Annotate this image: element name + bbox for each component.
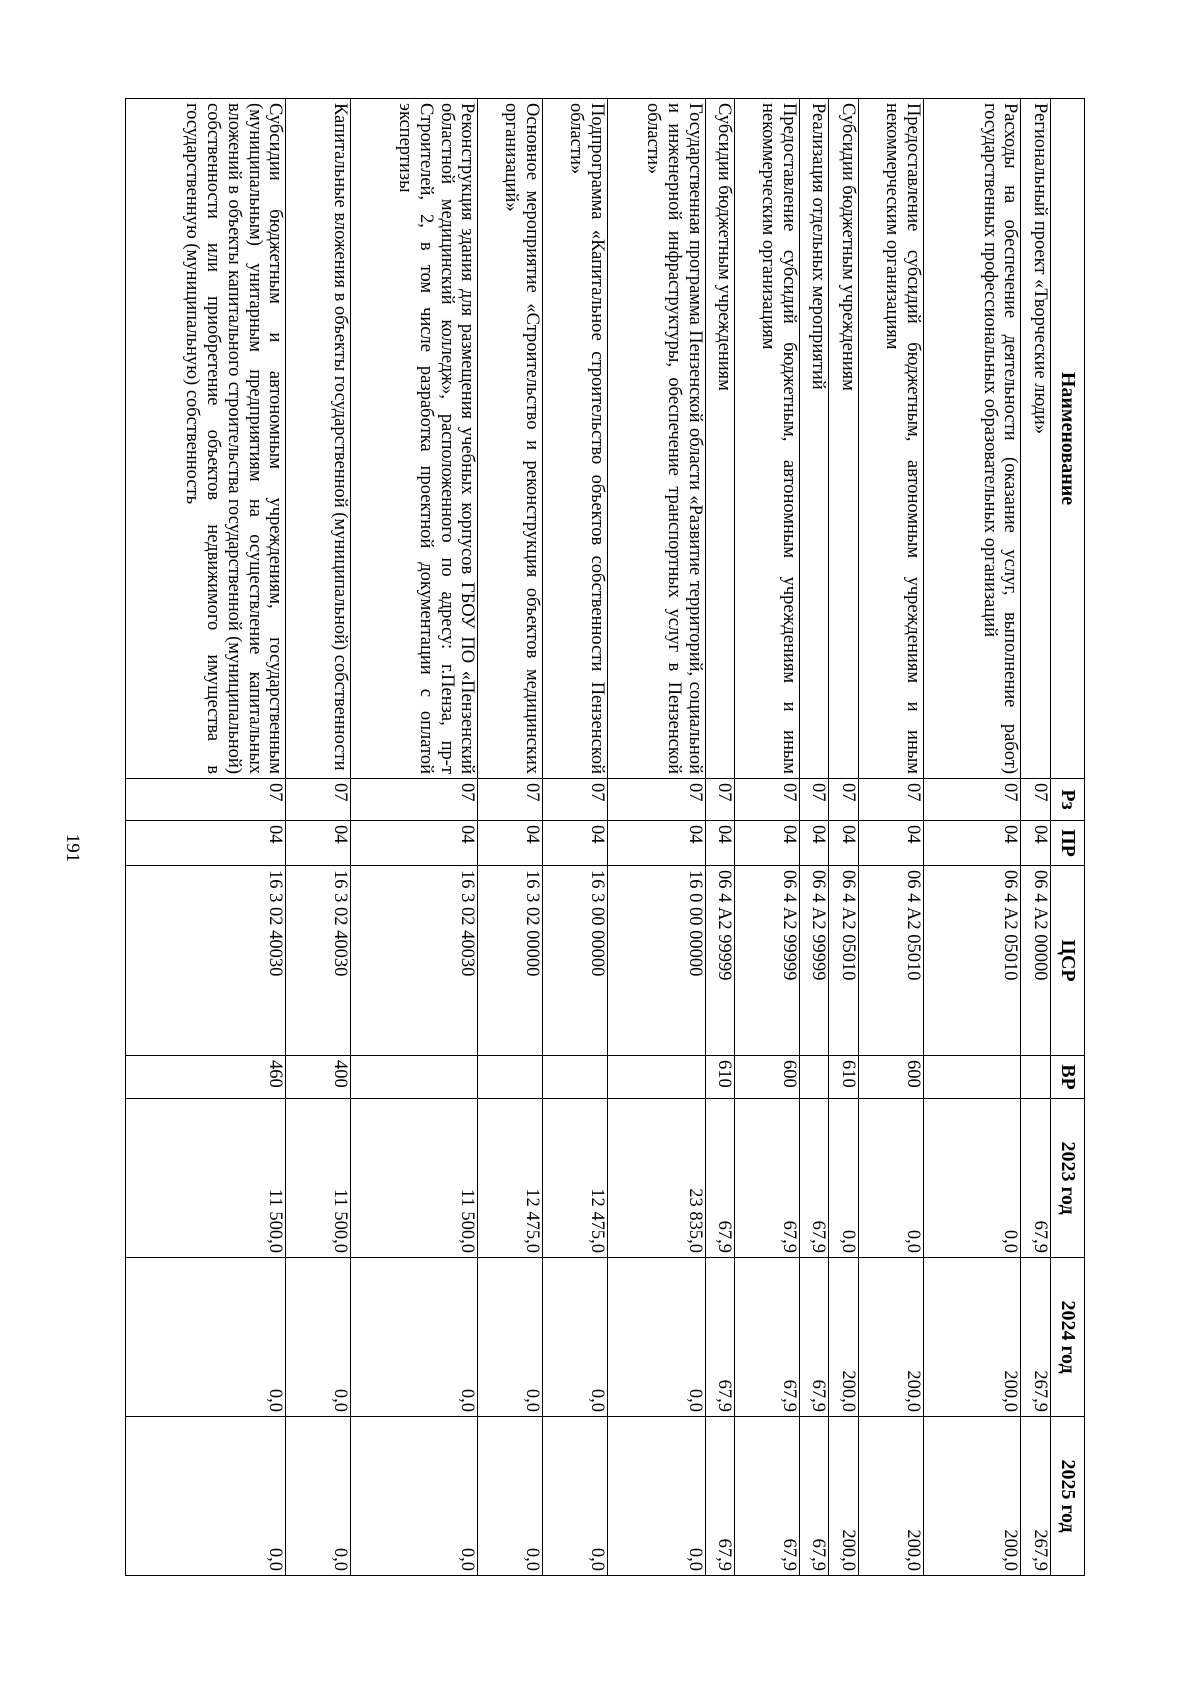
cell-csr: 06 4 А2 99999	[799, 866, 829, 1056]
cell-2025: 200,0	[829, 1417, 859, 1576]
cell-name: Предоставление субсидий бюджетным, автономным учреждениям и иным некоммерческим организациям	[735, 99, 800, 779]
table-row	[829, 99, 859, 1576]
cell-2023: 0,0	[923, 1099, 1021, 1258]
table-row	[478, 99, 543, 1576]
cell-pr: 04	[607, 821, 705, 866]
cell-vr	[478, 1056, 543, 1099]
cell-rz: 07	[351, 779, 478, 821]
cell-2024: 67,9	[705, 1258, 735, 1417]
cell-pr: 04	[858, 821, 923, 866]
cell-pr: 04	[1021, 821, 1051, 866]
cell-2024: 200,0	[923, 1258, 1021, 1417]
cell-name: Реконструкция здания для размещения учебных корпусов ГБОУ ПО «Пензенский областной медицинский колледж», расположенного по адресу: г.Пенза, пр-т Строителей, 2, в том числе разработка проектной документации с оплатой экспертизы	[351, 99, 478, 779]
table-row	[543, 99, 608, 1576]
cell-2025: 0,0	[478, 1417, 543, 1576]
cell-vr	[543, 1056, 608, 1099]
table-row	[705, 99, 735, 1576]
header-pr: ПР	[1051, 821, 1085, 866]
cell-2023: 0,0	[829, 1099, 859, 1258]
table-header-row	[1051, 99, 1085, 1576]
cell-csr: 06 4 А2 00000	[1021, 866, 1051, 1056]
cell-name: Региональный проект «Творческие люди»	[1021, 99, 1051, 779]
cell-vr: 600	[735, 1056, 800, 1099]
cell-2023: 11 500,0	[126, 1099, 286, 1258]
cell-2024: 0,0	[126, 1258, 286, 1417]
cell-csr: 16 3 02 00000	[478, 866, 543, 1056]
header-csr: ЦСР	[1051, 866, 1085, 1056]
header-rz: Рз	[1051, 779, 1085, 821]
header-vr: ВР	[1051, 1056, 1085, 1099]
cell-vr	[607, 1056, 705, 1099]
cell-name: Реализация отдельных мероприятий	[799, 99, 829, 779]
cell-2025: 67,9	[705, 1417, 735, 1576]
cell-2025: 0,0	[126, 1417, 286, 1576]
cell-csr: 16 3 02 40030	[286, 866, 351, 1056]
cell-vr: 600	[858, 1056, 923, 1099]
table-row	[351, 99, 478, 1576]
cell-name: Субсидии бюджетным учреждениям	[705, 99, 735, 779]
cell-2024: 267,9	[1021, 1258, 1051, 1417]
header-2025: 2025 год	[1051, 1417, 1085, 1576]
cell-csr: 06 4 А2 05010	[858, 866, 923, 1056]
table-body	[126, 99, 1051, 1576]
cell-name: Предоставление субсидий бюджетным, автономным учреждениям и иным некоммерческим организациям	[858, 99, 923, 779]
cell-pr: 04	[735, 821, 800, 866]
cell-pr: 04	[126, 821, 286, 866]
cell-vr: 400	[286, 1056, 351, 1099]
cell-vr	[799, 1056, 829, 1099]
table-row	[923, 99, 1021, 1576]
cell-rz: 07	[478, 779, 543, 821]
cell-csr: 16 3 02 40030	[351, 866, 478, 1056]
cell-pr: 04	[286, 821, 351, 866]
cell-2023: 67,9	[705, 1099, 735, 1258]
cell-csr: 06 4 А2 05010	[923, 866, 1021, 1056]
cell-csr: 06 4 А2 99999	[705, 866, 735, 1056]
table-row	[126, 99, 286, 1576]
cell-2024: 0,0	[607, 1258, 705, 1417]
page-number: 191	[62, 833, 83, 863]
cell-2023: 11 500,0	[286, 1099, 351, 1258]
cell-2024: 200,0	[858, 1258, 923, 1417]
cell-vr	[923, 1056, 1021, 1099]
cell-rz: 07	[543, 779, 608, 821]
cell-2023: 67,9	[735, 1099, 800, 1258]
cell-2024: 67,9	[735, 1258, 800, 1417]
cell-csr: 06 4 А2 05010	[829, 866, 859, 1056]
cell-vr	[351, 1056, 478, 1099]
cell-rz: 07	[607, 779, 705, 821]
cell-rz: 07	[126, 779, 286, 821]
cell-vr: 460	[126, 1056, 286, 1099]
table-row	[735, 99, 800, 1576]
cell-vr: 610	[829, 1056, 859, 1099]
cell-2025: 0,0	[286, 1417, 351, 1576]
cell-pr: 04	[705, 821, 735, 866]
cell-2025: 67,9	[735, 1417, 800, 1576]
cell-name: Государственная программа Пензенской области «Развитие территорий, социальной и инженерной инфраструктуры, обеспечение транспортных услуг в Пензенской области»	[607, 99, 705, 779]
cell-rz: 07	[735, 779, 800, 821]
cell-rz: 07	[799, 779, 829, 821]
cell-2025: 200,0	[923, 1417, 1021, 1576]
cell-name: Расходы на обеспечение деятельности (оказание услуг, выполнение работ) государственных профессиональных образовательных организаций	[923, 99, 1021, 779]
cell-csr: 06 4 А2 99999	[735, 866, 800, 1056]
cell-2024: 0,0	[478, 1258, 543, 1417]
cell-pr: 04	[829, 821, 859, 866]
cell-2023: 12 475,0	[543, 1099, 608, 1258]
cell-2024: 67,9	[799, 1258, 829, 1417]
cell-pr: 04	[351, 821, 478, 866]
cell-2025: 0,0	[351, 1417, 478, 1576]
cell-2025: 267,9	[1021, 1417, 1051, 1576]
cell-2025: 200,0	[858, 1417, 923, 1576]
table-row	[607, 99, 705, 1576]
budget-table	[125, 98, 1085, 1576]
rotated-table-container	[125, 98, 1085, 1576]
table-row	[1021, 99, 1051, 1576]
cell-name: Субсидии бюджетным и автономным учреждениям, государственным (муниципальным) унитарным предприятиям на осуществление капитальных вложений в объекты капитального строительства государственной (муниципальной) собственности или приобретение объектов недвижимого имущества в государственную (муниципальную) собственность	[126, 99, 286, 779]
table-row	[799, 99, 829, 1576]
cell-pr: 04	[478, 821, 543, 866]
cell-csr: 16 3 00 00000	[543, 866, 608, 1056]
header-name: Наименование	[1051, 99, 1085, 779]
cell-2025: 67,9	[799, 1417, 829, 1576]
cell-rz: 07	[705, 779, 735, 821]
header-2024: 2024 год	[1051, 1258, 1085, 1417]
cell-rz: 07	[829, 779, 859, 821]
cell-2024: 0,0	[543, 1258, 608, 1417]
cell-2023: 67,9	[799, 1099, 829, 1258]
cell-rz: 07	[286, 779, 351, 821]
header-2023: 2023 год	[1051, 1099, 1085, 1258]
cell-name: Основное мероприятие «Строительство и реконструкция объектов медицинских организаций»	[478, 99, 543, 779]
cell-csr: 16 0 00 00000	[607, 866, 705, 1056]
cell-name: Капитальные вложения в объекты государственной (муниципальной) собственности	[286, 99, 351, 779]
table-row	[286, 99, 351, 1576]
cell-2023: 12 475,0	[478, 1099, 543, 1258]
cell-name: Субсидии бюджетным учреждениям	[829, 99, 859, 779]
cell-pr: 04	[799, 821, 829, 866]
cell-2024: 0,0	[286, 1258, 351, 1417]
cell-2025: 0,0	[607, 1417, 705, 1576]
cell-rz: 07	[1021, 779, 1051, 821]
cell-pr: 04	[923, 821, 1021, 866]
cell-2025: 0,0	[543, 1417, 608, 1576]
cell-vr	[1021, 1056, 1051, 1099]
cell-vr: 610	[705, 1056, 735, 1099]
cell-2023: 0,0	[858, 1099, 923, 1258]
cell-2023: 23 835,0	[607, 1099, 705, 1258]
cell-rz: 07	[923, 779, 1021, 821]
cell-pr: 04	[543, 821, 608, 866]
cell-2024: 0,0	[351, 1258, 478, 1417]
cell-rz: 07	[858, 779, 923, 821]
cell-name: Подпрограмма «Капитальное строительство объектов собственности Пензенской области»	[543, 99, 608, 779]
table-row	[858, 99, 923, 1576]
cell-2023: 11 500,0	[351, 1099, 478, 1258]
cell-2023: 67,9	[1021, 1099, 1051, 1258]
cell-csr: 16 3 02 40030	[126, 866, 286, 1056]
cell-2024: 200,0	[829, 1258, 859, 1417]
